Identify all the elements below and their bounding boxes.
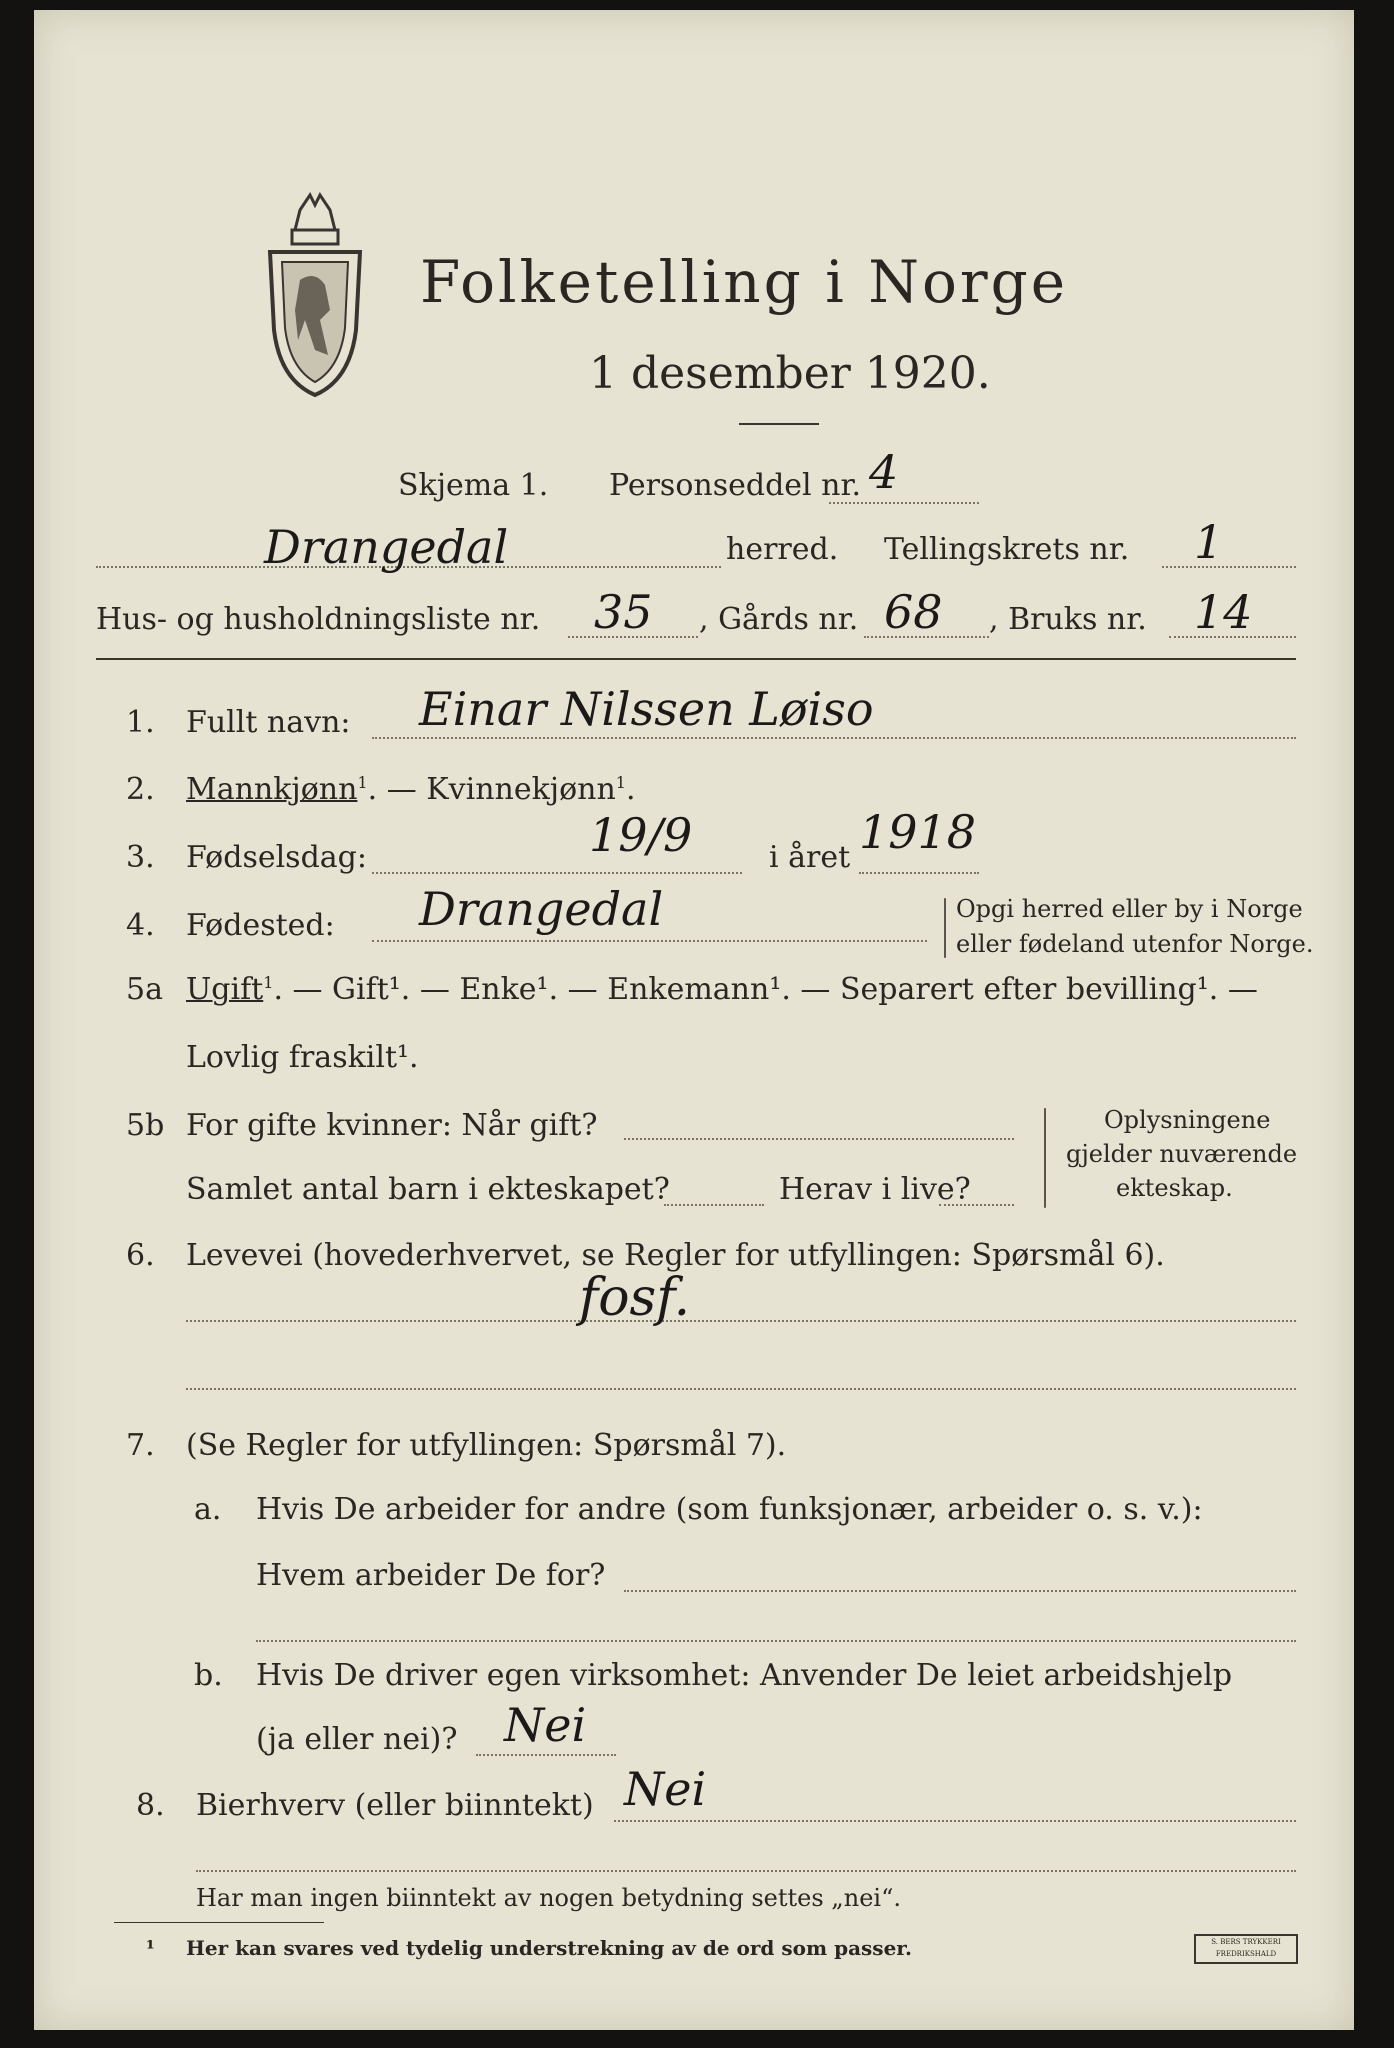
q5b-line1: For gifte kvinner: Når gift? [186, 1108, 598, 1143]
form-date: 1 desember 1920. [589, 348, 991, 399]
q1-label: Fullt navn: [186, 705, 351, 740]
personseddel-label: Personseddel nr. [609, 468, 862, 503]
employer-field-line2[interactable] [256, 1640, 1296, 1642]
hus-value: 35 [594, 585, 653, 639]
occupation-field-line1[interactable] [186, 1320, 1296, 1322]
q5b-note-line2: gjelder nuværende [1066, 1140, 1298, 1168]
q7b-line1: Hvis De driver egen virksomhet: Anvender De leiet arbeidshjelp [256, 1658, 1233, 1693]
side-income-field-line2[interactable] [196, 1870, 1296, 1872]
footnote-mark: ¹ [146, 1936, 155, 1960]
q2-separator: . — [367, 772, 427, 807]
birthplace-value: Drangedal [419, 882, 664, 936]
coat-of-arms-icon [260, 190, 370, 400]
hired-help-value: Nei [504, 1698, 587, 1752]
marital-options-rest[interactable]: . — Gift¹. — Enke¹. — Enkemann¹. — Separert efter bevilling¹. — [273, 972, 1258, 1007]
birthday-value: 19/9 [589, 808, 693, 862]
herred-value: Drangedal [264, 520, 509, 574]
tellingskrets-label: Tellingskrets nr. [884, 532, 1130, 567]
q1-number: 1. [126, 705, 155, 740]
q8-number: 8. [136, 1788, 165, 1823]
q5b-number: 5b [126, 1108, 165, 1143]
personseddel-value: 4 [869, 445, 899, 499]
children-total-field[interactable] [664, 1204, 764, 1206]
footer-note: Har man ingen biinntekt av nogen betydning settes „nei“. [196, 1884, 901, 1912]
birthplace-field[interactable] [372, 940, 927, 942]
birthday-field[interactable] [372, 872, 742, 874]
skjema-label: Skjema 1. [398, 468, 549, 503]
occupation-field-line2[interactable] [186, 1388, 1296, 1390]
tellingskrets-field[interactable] [1162, 566, 1296, 568]
census-form-page [34, 10, 1354, 2030]
full-name-value: Einar Nilssen Løiso [419, 682, 874, 736]
occupation-value: fosf. [579, 1268, 691, 1328]
side-income-value: Nei [624, 1762, 707, 1816]
q7a-line2: Hvem arbeider De for? [256, 1558, 606, 1593]
q5b-brace [1044, 1108, 1046, 1208]
q8-label: Bierhverv (eller biinntekt) [196, 1788, 594, 1823]
hired-help-field[interactable] [476, 1754, 616, 1756]
q7a-line1: Hvis De arbeider for andre (som funksjonær, arbeider o. s. v.): [256, 1492, 1203, 1527]
q7a-number: a. [194, 1492, 222, 1527]
sex-option-female[interactable]: Kvinnekjønn [426, 772, 616, 807]
marital-option-ugift[interactable]: Ugift [186, 972, 264, 1007]
tellingskrets-value: 1 [1194, 515, 1224, 569]
q3-year-label: i året [769, 840, 851, 875]
form-title: Folketelling i Norge [420, 248, 1069, 316]
q7b-line2: (ja eller nei)? [256, 1722, 458, 1757]
bruks-label: , Bruks nr. [989, 602, 1147, 637]
marital-option-fraskilt[interactable]: Lovlig fraskilt¹. [186, 1040, 419, 1075]
footnote-text: Her kan svares ved tydelig understrekning av de ord som passer. [186, 1936, 912, 1960]
q6-number: 6. [126, 1238, 155, 1273]
children-alive-field[interactable] [939, 1204, 1014, 1206]
q4-label: Fødested: [186, 908, 335, 943]
title-divider [739, 423, 819, 425]
q5a-options: Ugift$^1$. — Gift¹. — Enke¹. — Enkemann¹. — Separert efter bevilling¹. — [186, 972, 1258, 1007]
hus-label: Hus- og husholdningsliste nr. [96, 602, 541, 637]
birth-year-value: 1918 [859, 805, 977, 859]
q2-options: Mannkjønn$^1$. — Kvinnekjønn$^1$. [186, 772, 636, 807]
full-name-field[interactable] [372, 737, 1296, 739]
herred-label: herred. [726, 532, 839, 567]
q6-label: Levevei (hovederhvervet, se Regler for utfyllingen: Spørsmål 6). [186, 1238, 1165, 1273]
printer-stamp: S. BERS TRYKKERI FREDRIKSHALD [1194, 1934, 1298, 1964]
q5a-number: 5a [126, 972, 163, 1007]
bruks-value: 14 [1194, 585, 1253, 639]
q4-note-line2: eller fødeland utenfor Norge. [956, 930, 1314, 958]
q3-number: 3. [126, 840, 155, 875]
sex-option-male[interactable]: Mannkjønn [186, 772, 358, 807]
q5b-line2b: Herav i live? [779, 1172, 971, 1207]
q7-number: 7. [126, 1428, 155, 1463]
header-rule [96, 658, 1296, 660]
married-when-field[interactable] [624, 1138, 1014, 1140]
q4-number: 4. [126, 908, 155, 943]
q5b-line2a: Samlet antal barn i ekteskapet? [186, 1172, 670, 1207]
footnote-rule [114, 1922, 324, 1923]
birth-year-field[interactable] [859, 872, 979, 874]
q7b-number: b. [194, 1658, 223, 1693]
q3-label: Fødselsdag: [186, 840, 367, 875]
q2-number: 2. [126, 772, 155, 807]
q5b-note-line3: ekteskap. [1116, 1174, 1233, 1202]
gards-label: , Gårds nr. [699, 602, 859, 637]
q7-label: (Se Regler for utfyllingen: Spørsmål 7). [186, 1428, 787, 1463]
q4-note-line1: Opgi herred eller by i Norge [956, 895, 1303, 923]
q4-brace [944, 898, 946, 958]
employer-field-line1[interactable] [624, 1590, 1296, 1592]
gards-value: 68 [884, 585, 943, 639]
side-income-field-line1[interactable] [614, 1820, 1296, 1822]
personseddel-field[interactable] [829, 502, 979, 504]
q5b-note-line1: Oplysningene [1104, 1106, 1271, 1134]
q2-end: . [625, 772, 636, 807]
